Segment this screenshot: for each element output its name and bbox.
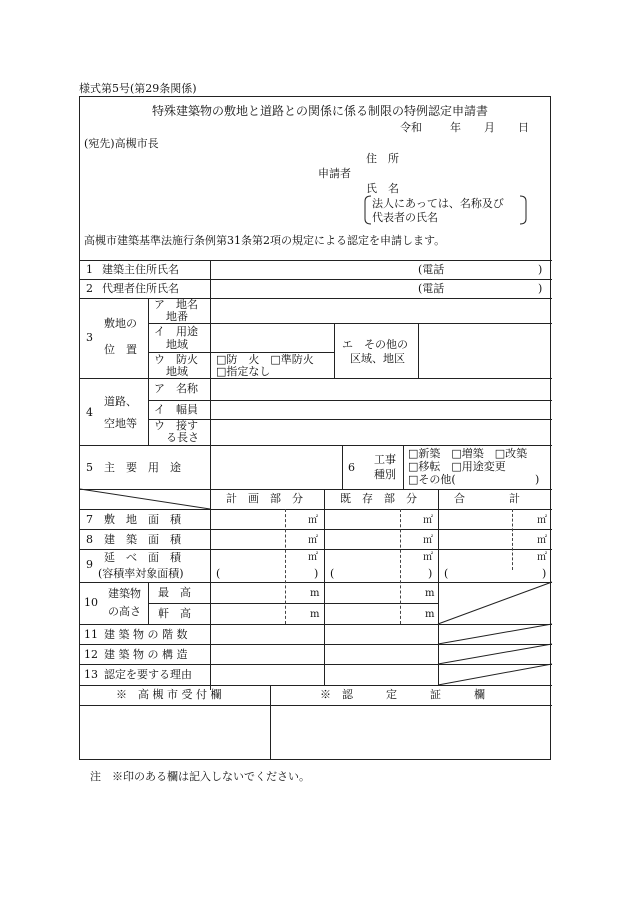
work-type-options[interactable]: □新築 □増築 □改築 — [408, 447, 528, 460]
application-form — [79, 96, 551, 760]
date-day: 日 — [518, 121, 529, 134]
row13-label: 認定を要する理由 — [104, 668, 192, 681]
work-type-other-close: ) — [535, 473, 540, 486]
row3-e2: 区域、地区 — [350, 352, 405, 365]
row1-phone-close: ) — [538, 263, 543, 276]
row10-max-exist-unit: m — [425, 588, 435, 599]
row10-max-plan-unit: m — [310, 588, 320, 599]
name-label: 氏 名 — [366, 182, 399, 195]
row10-eave-plan-unit: m — [310, 609, 320, 620]
row2-number: 2 — [86, 282, 93, 295]
row4-label-a: 道路、 — [104, 395, 137, 408]
row8-exist-unit: ㎡ — [423, 535, 433, 546]
addressee: (宛先)高槻市長 — [84, 137, 159, 150]
row8-number: 8 — [86, 533, 93, 546]
row4-label-b: 空地等 — [104, 417, 137, 430]
row10-label-a: 建築物 — [108, 587, 141, 600]
row4-b: イ 幅員 — [154, 403, 198, 416]
row9-plan-open: ( — [216, 567, 221, 580]
row4-c1: ウ 接す — [154, 419, 198, 432]
row4-a: ア 名称 — [154, 382, 198, 395]
row4-number: 4 — [86, 406, 93, 419]
date-era: 令和 — [400, 121, 422, 134]
address-label: 住 所 — [366, 152, 399, 165]
diagonal-header-cell — [80, 489, 210, 509]
row8-plan-unit: ㎡ — [308, 535, 318, 546]
row3-c2: 地域 — [166, 365, 188, 378]
row9-plan-close: ) — [314, 567, 319, 580]
right-bracket-icon — [518, 195, 528, 225]
footnote: 注 ※印のある欄は記入しないでください。 — [90, 770, 310, 783]
row9-exist-open: ( — [330, 567, 335, 580]
row9-plan-unit: ㎡ — [308, 552, 318, 563]
fire-zone-none-option[interactable]: □指定なし — [216, 365, 271, 378]
row1-phone: (電話 — [418, 263, 445, 276]
col-header-total: 合 計 — [454, 492, 520, 505]
row4-c2: る長さ — [166, 431, 199, 444]
row9-label-a: 延 べ 面 積 — [104, 551, 181, 564]
diagonal-strikes — [438, 582, 552, 685]
row10-label-b: の高さ — [108, 605, 141, 618]
certification-box-label: ※ 認 定 証 欄 — [320, 688, 485, 701]
row5-label: 主 要 用 途 — [104, 461, 181, 474]
row7-total-unit: ㎡ — [537, 515, 547, 526]
row13-number: 13 — [84, 668, 98, 681]
work-type-other-option[interactable]: □その他( — [408, 473, 456, 486]
row7-number: 7 — [86, 513, 93, 526]
row6-number: 6 — [348, 461, 355, 474]
applicant-label: 申請者 — [318, 167, 351, 180]
statement: 高槻市建築基準法施行条例第31条第2項の規定による認定を申請します。 — [84, 234, 446, 247]
row1-label: 建築主住所氏名 — [102, 263, 179, 276]
row2-phone: (電話 — [418, 282, 445, 295]
reception-box-label: ※ 高 槻 市 受 付 欄 — [116, 688, 222, 701]
row5-number: 5 — [86, 461, 93, 474]
row3-number: 3 — [86, 331, 93, 344]
form-number: 様式第5号(第29条関係) — [79, 82, 197, 95]
row2-label: 代理者住所氏名 — [102, 282, 179, 295]
row6-label-b: 種別 — [374, 468, 396, 481]
form-title: 特殊建築物の敷地と道路との関係に係る制限の特例認定申請書 — [152, 104, 489, 118]
row9-total-close: ) — [542, 567, 547, 580]
row9-exist-close: ) — [428, 567, 433, 580]
row8-label: 建 築 面 積 — [104, 533, 181, 546]
row10-number: 10 — [84, 596, 98, 609]
work-type-options-2[interactable]: □移転 □用途変更 — [408, 460, 506, 473]
row9-number: 9 — [86, 558, 93, 571]
row9-label-b: (容積率対象面積) — [98, 567, 184, 580]
row7-exist-unit: ㎡ — [423, 515, 433, 526]
row2-phone-close: ) — [538, 282, 543, 295]
row9-total-open: ( — [444, 567, 449, 580]
corp-note-line2: 代表者の氏名 — [372, 211, 438, 224]
row3-label-a: 敷地の — [104, 317, 137, 330]
row7-plan-unit: ㎡ — [308, 515, 318, 526]
row12-number: 12 — [84, 648, 98, 661]
row10-eave: 軒 高 — [158, 607, 191, 620]
row6-label-a: 工事 — [374, 453, 396, 466]
row3-e1: エ その他の — [342, 338, 408, 351]
row3-label-b: 位 置 — [104, 343, 137, 356]
row9-exist-unit: ㎡ — [423, 552, 433, 563]
row7-label: 敷 地 面 積 — [104, 513, 181, 526]
row9-total-unit: ㎡ — [537, 552, 547, 563]
col-header-plan: 計 画 部 分 — [226, 492, 303, 505]
row1-number: 1 — [86, 263, 93, 276]
date-month: 月 — [484, 121, 495, 134]
row8-total-unit: ㎡ — [537, 535, 547, 546]
row10-eave-exist-unit: m — [425, 609, 435, 620]
row11-label: 建 築 物 の 階 数 — [104, 628, 188, 641]
date-year: 年 — [450, 121, 461, 134]
row3-b1: イ 用途 — [154, 325, 198, 338]
row12-label: 建 築 物 の 構 造 — [104, 648, 188, 661]
corp-note-line1: 法人にあっては、名称及び — [372, 197, 504, 210]
row10-max: 最 高 — [158, 586, 191, 599]
row3-b2: 地域 — [166, 338, 188, 351]
fire-zone-options[interactable]: □防 火 □準防火 — [216, 353, 314, 366]
col-header-existing: 既 存 部 分 — [340, 492, 417, 505]
row3-a2: 地番 — [166, 310, 188, 323]
row3-c1: ウ 防火 — [154, 353, 198, 366]
row3-a1: ア 地名 — [154, 298, 198, 311]
row11-number: 11 — [84, 628, 98, 641]
